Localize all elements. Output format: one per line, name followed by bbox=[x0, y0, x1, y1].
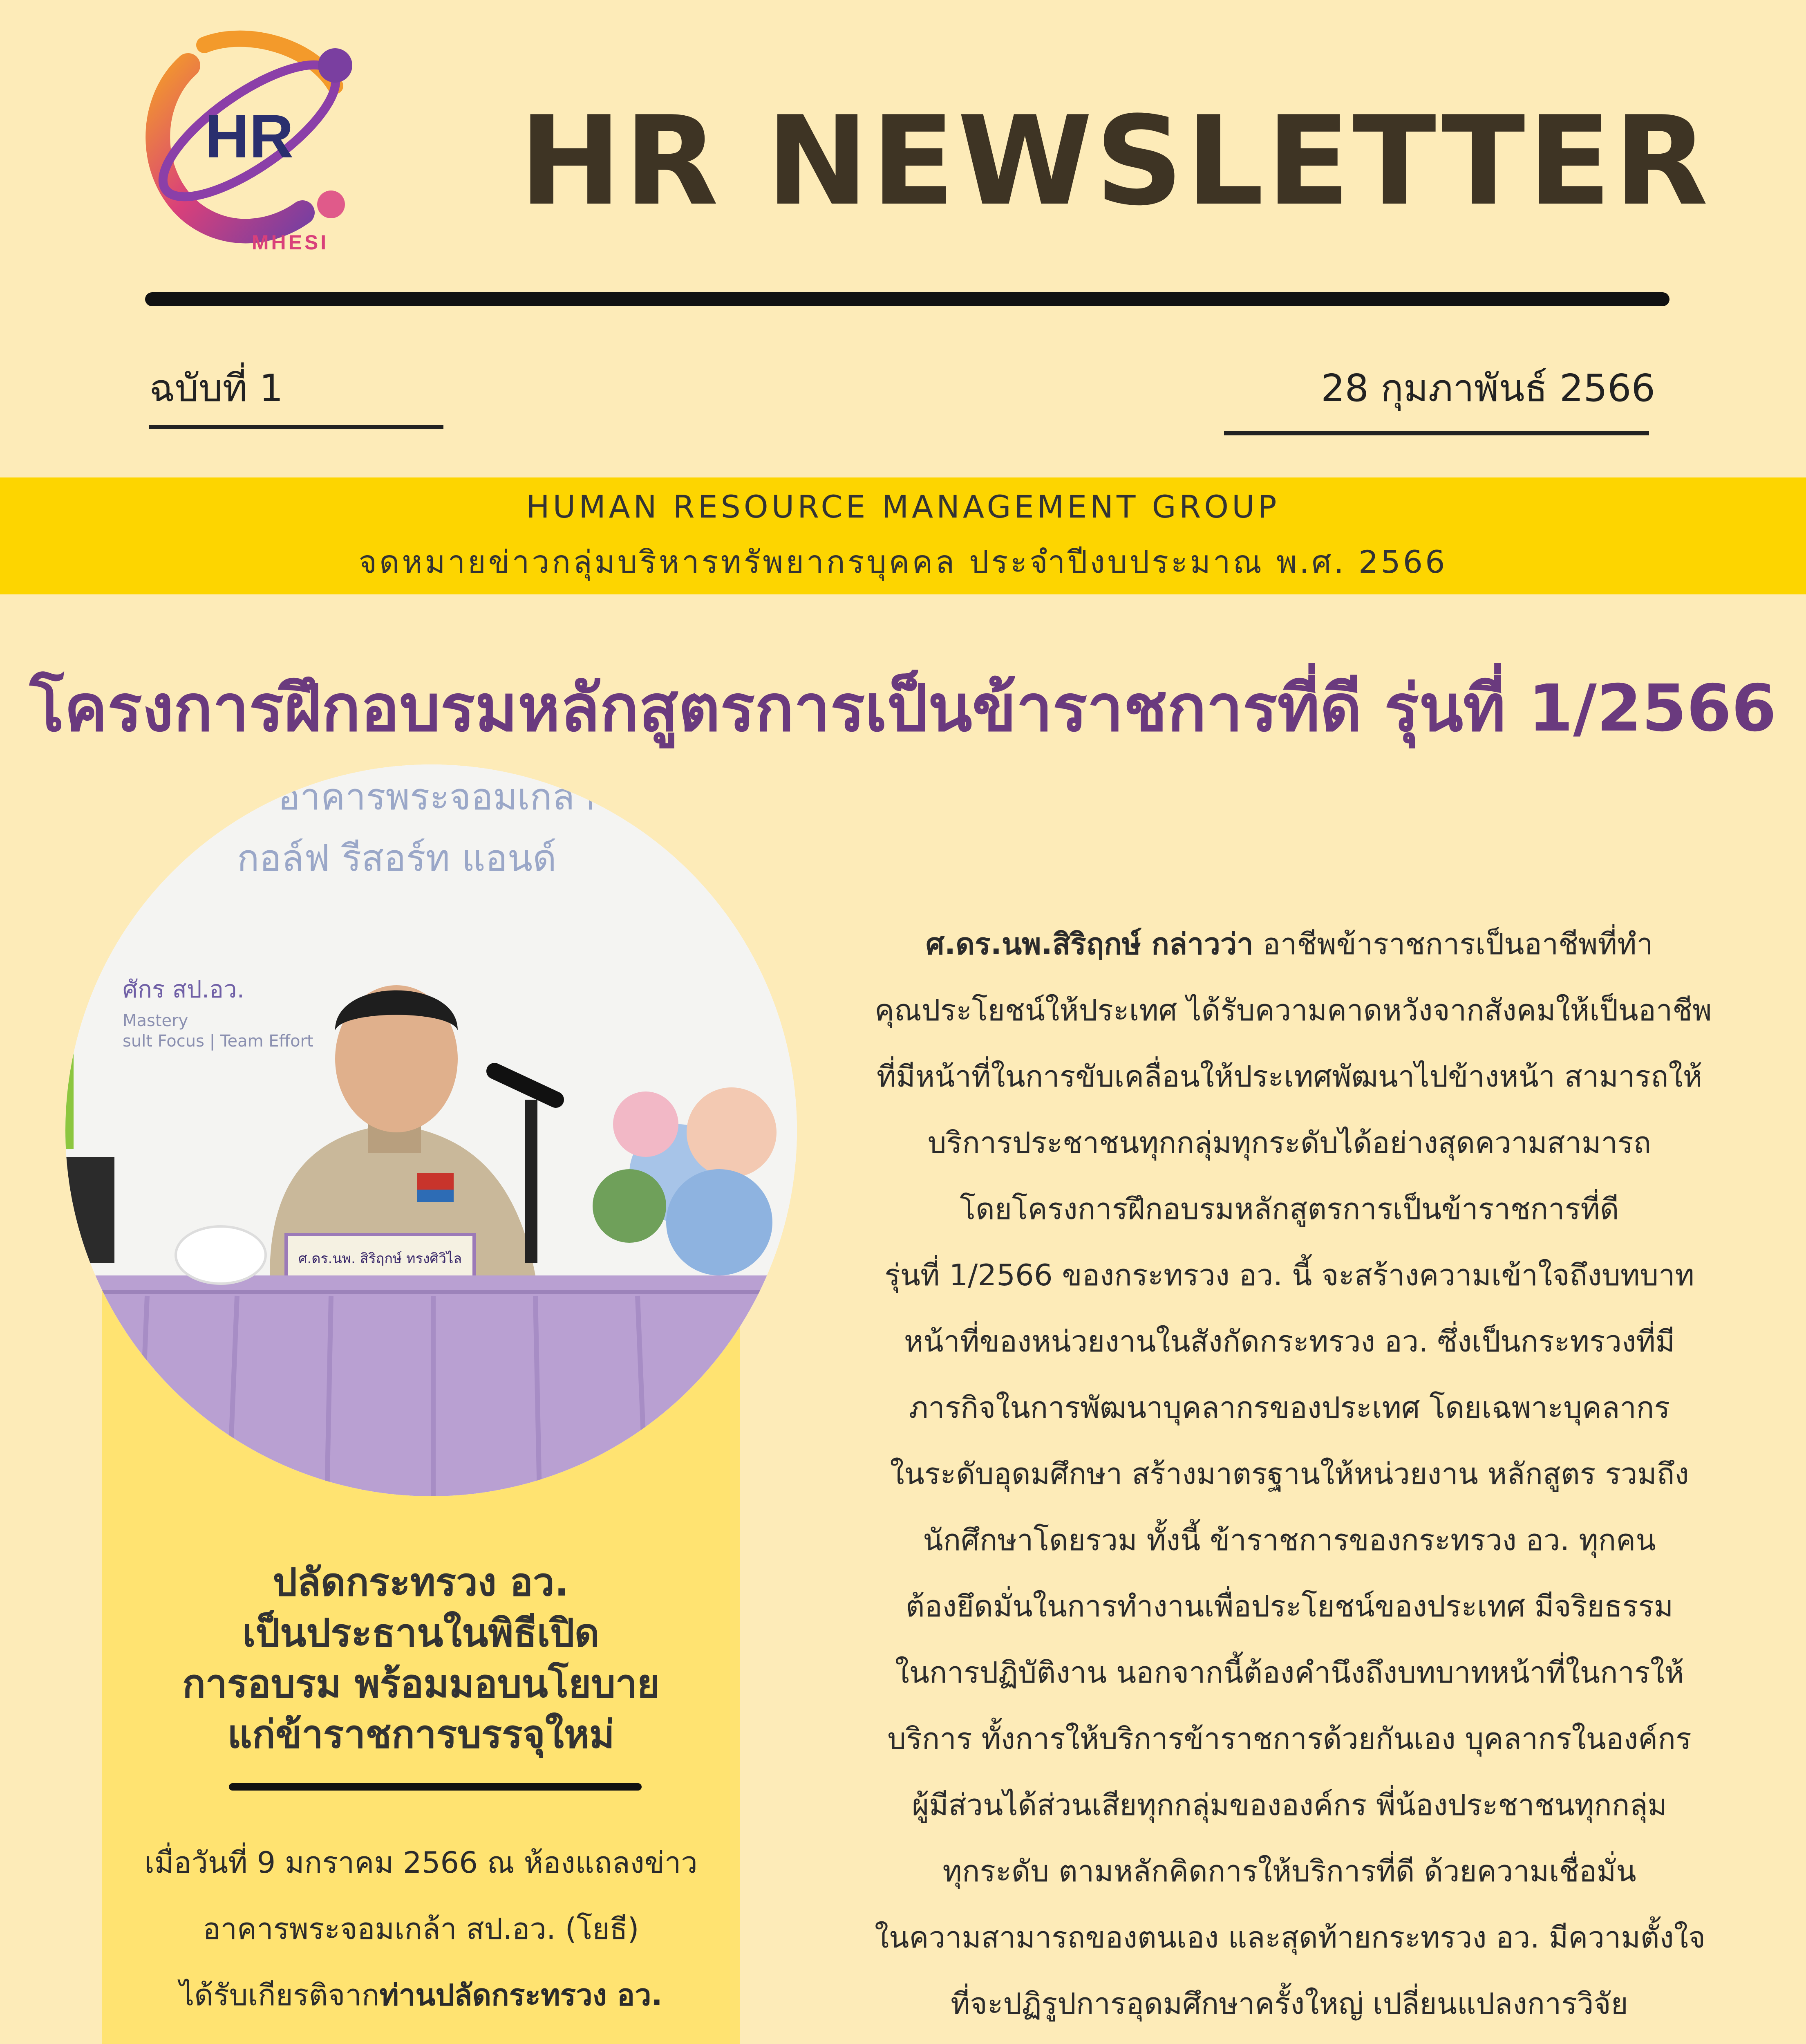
issue-date: 28 กุมภาพันธ์ 2566 bbox=[1320, 366, 1655, 410]
right-body-line: ต้องยึดมั่นในการทำงานเพื่อประโยชน์ของประเทศ มีจริยธรรม bbox=[905, 1589, 1674, 1623]
issue-underline bbox=[149, 425, 443, 429]
name-plate-text: ศ.ดร.นพ. สิริฤกษ์ ทรงศิวิไล bbox=[298, 1251, 462, 1267]
right-body-line bbox=[875, 911, 1704, 977]
group-name-thai: จดหมายข่าวกลุ่มบริหารทรัพยากรบุคคล ประจำปีงบประมาณ พ.ศ. 2566 bbox=[358, 544, 1448, 580]
right-body-line: ที่จะปฏิรูปการอุดมศึกษาครั้งใหญ่ เปลี่ยนแปลงการวิจัย bbox=[951, 1986, 1628, 2021]
right-body-line: โดยโครงการฝึกอบรมหลักสูตรการเป็นข้าราชการที่ดี bbox=[960, 1192, 1619, 1226]
right-body-line: ในความสามารถของตนเอง และสุดท้ายกระทรวง อว. มีความตั้งใจ bbox=[875, 1920, 1706, 1954]
left-heading-line-4: แก่ข้าราชการบรรจุใหม่ bbox=[227, 1712, 615, 1757]
left-heading-line-1: ปลัดกระทรวง อว. bbox=[273, 1560, 569, 1605]
newsletter-title: HR NEWSLETTER bbox=[519, 90, 1711, 233]
right-body-line: หน้าที่ของหน่วยงานในสังกัดกระทรวง อว. ซึ่งเป็นกระทรวงที่มี bbox=[904, 1324, 1675, 1358]
logo-subtext: MHESI bbox=[251, 231, 329, 254]
right-body-line: ที่มีหน้าที่ในการขับเคลื่อนให้ประเทศพัฒนาไปข้างหน้า สามารถให้ bbox=[876, 1059, 1703, 1094]
group-name-english: HUMAN RESOURCE MANAGEMENT GROUP bbox=[526, 489, 1280, 525]
backdrop-text-1: อาคารพระจอมเกล้า bbox=[278, 775, 595, 818]
right-body-text bbox=[875, 911, 1712, 2044]
issue-number: ฉบับที่ 1 bbox=[149, 366, 283, 410]
backdrop-text-4: Mastery bbox=[123, 1011, 188, 1030]
left-body-line: อาคารพระจอมเกล้า สป.อว. (โยธี) bbox=[203, 1912, 639, 1946]
article-headline: โครงการฝึกอบรมหลักสูตรการเป็นข้าราชการที่ดี รุ่นที่ 1/2566 bbox=[29, 671, 1777, 746]
right-body-line: ในระดับอุดมศึกษา สร้างมาตรฐานให้หน่วยงาน หลักสูตร รวมถึง bbox=[890, 1457, 1689, 1491]
right-body-bold: ศ.ดร.นพ.สิริฤกษ์ กล่าวว่า bbox=[926, 927, 1253, 961]
left-heading bbox=[102, 1558, 740, 1760]
right-body-line: ผู้มีส่วนได้ส่วนเสียทุกกลุ่มขององค์กร พี่น้องประชาชนทุกกลุ่ม bbox=[912, 1788, 1667, 1822]
left-body-line bbox=[110, 2028, 732, 2044]
right-body-span: อาชีพข้าราชการเป็นอาชีพที่ทำ bbox=[1253, 927, 1653, 961]
right-body-line: รุ่นที่ 1/2566 ของกระทรวง อว. นี้ จะสร้างความเข้าใจถึงบทบาท bbox=[884, 1258, 1694, 1292]
right-body-line: บริการประชาชนทุกกลุ่มทุกระดับได้อย่างสุดความสามารถ bbox=[927, 1125, 1652, 1160]
right-body-line: คุณประโยชน์ให้ประเทศ ได้รับความคาดหวังจากสังคมให้เป็นอาชีพ bbox=[875, 993, 1712, 1027]
speaker-photo bbox=[65, 764, 797, 1496]
left-body-line bbox=[110, 1962, 732, 2028]
right-body-line: นักศึกษาโดยรวม ทั้งนี้ ข้าราชการของกระทรวง อว. ทุกคน bbox=[923, 1523, 1656, 1557]
right-body-line: บริการ ทั้งการให้บริการข้าราชการด้วยกันเอง บุคลากรในองค์กร bbox=[887, 1721, 1692, 1756]
date-underline bbox=[1224, 431, 1649, 435]
backdrop-text-3: ศักร สป.อว. bbox=[123, 975, 245, 1003]
hr-mhesi-logo bbox=[139, 20, 368, 258]
backdrop-text-5: sult Focus | Team Effort bbox=[123, 1032, 313, 1051]
left-body-line: เมื่อวันที่ 9 มกราคม 2566 ณ ห้องแถลงข่าว bbox=[144, 1845, 698, 1880]
left-body-bold: ท่านปลัดกระทรวง อว. bbox=[379, 1978, 662, 2012]
right-body-line: ในการปฏิบัติงาน นอกจากนี้ต้องคำนึงถึงบทบาทหน้าที่ในการให้ bbox=[895, 1655, 1684, 1690]
logo-text: HR bbox=[205, 102, 294, 170]
backdrop-text-2: กอล์ฟ รีสอร์ท แอนด์ bbox=[237, 837, 557, 880]
left-body-text bbox=[110, 1829, 732, 2044]
left-body-span: ได้รับเกียรติจาก bbox=[179, 1978, 380, 2012]
right-body-line: ภารกิจในการพัฒนาบุคลากรของประเทศ โดยเฉพาะบุคลากร bbox=[909, 1390, 1670, 1425]
right-body-line bbox=[875, 2037, 1704, 2044]
left-heading-line-2: เป็นประธานในพิธีเปิด bbox=[242, 1611, 600, 1656]
title-divider bbox=[145, 292, 1669, 306]
right-body-line: ทุกระดับ ตามหลักคิดการให้บริการที่ดี ด้วยความเชื่อมั่น bbox=[942, 1854, 1636, 1888]
left-heading-underline bbox=[229, 1783, 642, 1791]
left-heading-line-3: การอบรม พร้อมมอบนโยบาย bbox=[182, 1662, 660, 1706]
